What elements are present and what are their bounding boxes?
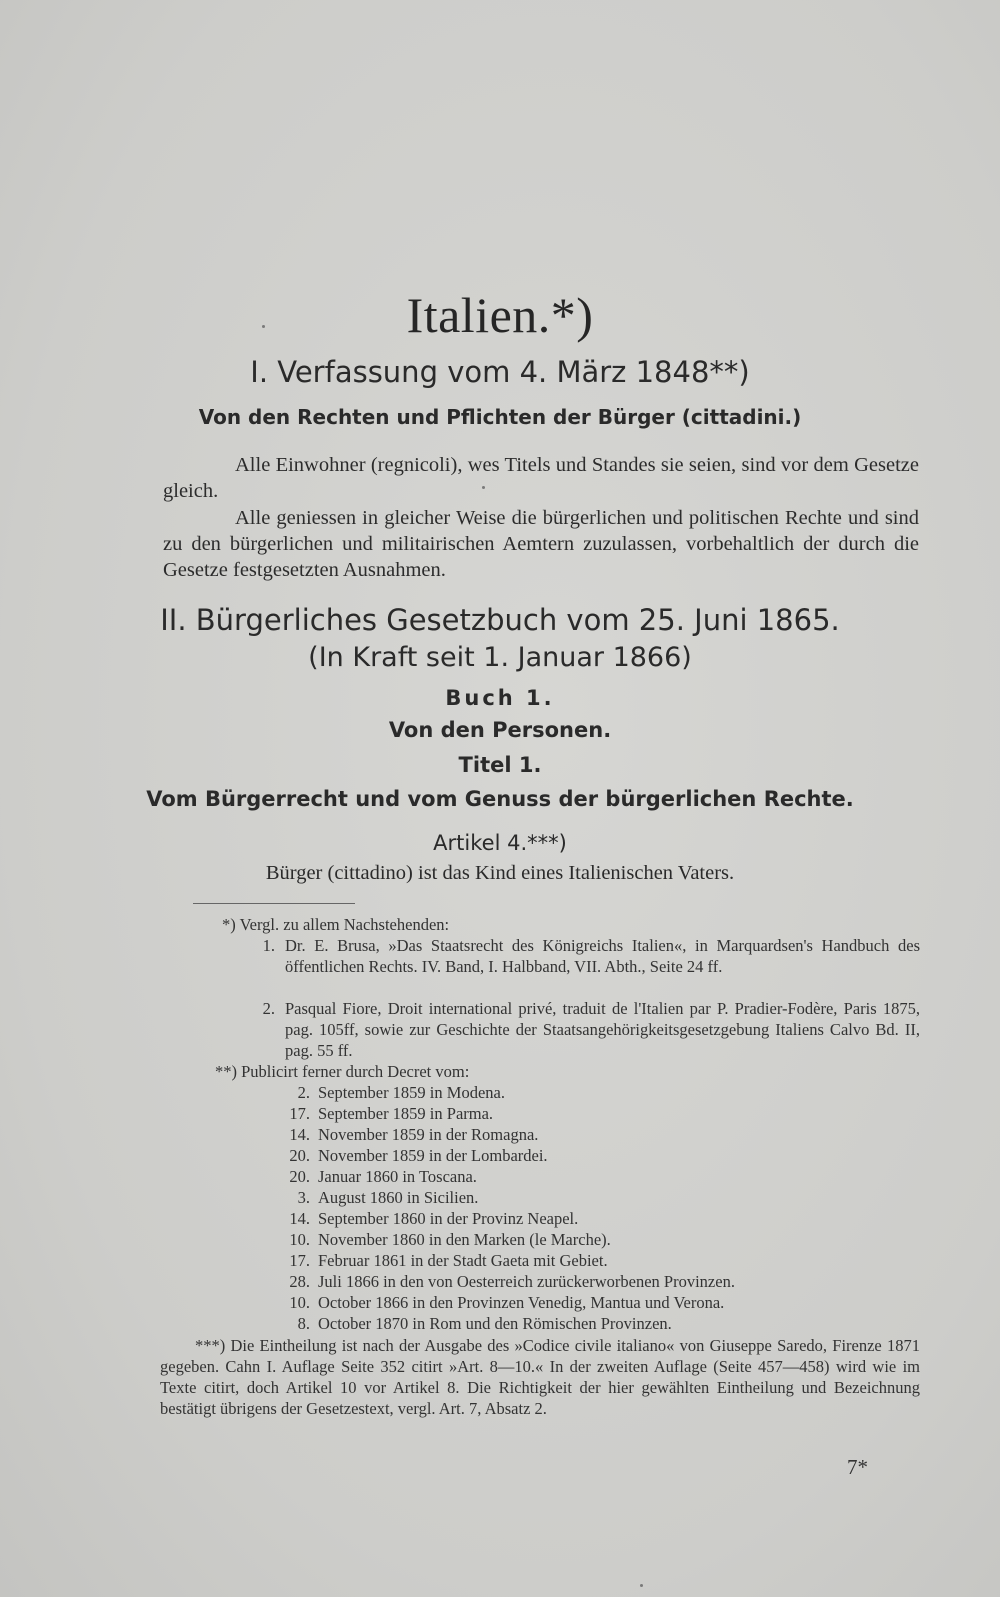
decree-day: 14. xyxy=(289,1125,310,1144)
decree-day: 10. xyxy=(289,1293,310,1312)
paragraph: Alle Einwohner (regnicoli), wes Titels und Standes sie seien, sind vor dem Gesetze gleich. xyxy=(163,454,919,502)
decree-day: 8. xyxy=(297,1314,310,1333)
book-title: Von den Personen. xyxy=(388,718,612,742)
book-heading: Buch 1. xyxy=(445,686,555,710)
page-title: Italien.*) xyxy=(406,287,594,343)
decree-text: Januar 1860 in Toscana. xyxy=(318,1167,477,1186)
section-subheading-rights: Von den Rechten und Pflichten der Bürger (cittadini.) xyxy=(198,405,802,429)
decree-date-line xyxy=(260,1313,672,1334)
footnote-item-text: Dr. E. Brusa, »Das Staatsrecht des Königreichs Italien«, in Marquardsen's Handbuch des öffentlichen Rechts. IV. Band, I. Halbband, VII. Abth., Seite 24 ff. xyxy=(285,936,920,976)
decree-date-line xyxy=(260,1103,493,1124)
decree-date-line xyxy=(260,1082,505,1103)
titel-heading: Titel 1. xyxy=(458,753,542,777)
decree-day: 10. xyxy=(289,1230,310,1249)
footnote-item-number: 1. xyxy=(262,936,275,955)
decree-day: 2. xyxy=(297,1083,310,1102)
decree-text: November 1859 in der Lombardei. xyxy=(318,1146,548,1165)
footnote-3: ***) Die Eintheilung ist nach der Ausgabe des »Codice civile italiano« von Giuseppe Saredo, Firenze 1871 gegeben. Cahn I. Auflage Seite 352 citirt »Art. 8—10.« In der zweiten Auflage (Seite 457—458) wird wie im Texte citirt, doch Artikel 10 vor Artikel 8. Die Richtigkeit der hier gewählten Eintheilung und Bezeichnung bestätigt übrigens der Gesetzestext, vergl. Art. 7, Absatz 2. xyxy=(160,1336,920,1418)
decree-date-line xyxy=(260,1166,477,1187)
decree-date-line xyxy=(260,1208,578,1229)
decree-text: October 1866 in den Provinzen Venedig, Mantua und Verona. xyxy=(318,1293,725,1312)
decree-day: 17. xyxy=(289,1104,310,1123)
decree-day: 28. xyxy=(289,1272,310,1291)
decree-text: November 1859 in der Romagna. xyxy=(318,1125,539,1144)
footnote-divider xyxy=(193,903,355,904)
page-number: 7* xyxy=(847,1455,868,1479)
decree-text: August 1860 in Sicilien. xyxy=(318,1188,479,1207)
article-heading: Artikel 4.***) xyxy=(433,831,567,855)
decree-date-line xyxy=(260,1229,611,1250)
footnote-1-item xyxy=(255,998,920,1061)
decree-date-line xyxy=(260,1271,735,1292)
decree-text: Februar 1861 in der Stadt Gaeta mit Gebiet. xyxy=(318,1251,608,1270)
decree-date-line xyxy=(260,1187,478,1208)
footnote-item-number: 2. xyxy=(262,999,275,1018)
section-heading-civil-code: II. Bürgerliches Gesetzbuch vom 25. Juni 1865. xyxy=(160,603,840,637)
scan-speck xyxy=(640,1584,643,1587)
decree-date-line xyxy=(260,1292,724,1313)
paragraph: Alle geniessen in gleicher Weise die bürgerlichen und politischen Rechte und sind zu den bürgerlichen und militairischen Aemtern zuzulassen, vorbehaltlich der durch die Gesetze festgesetzten Ausnahmen. xyxy=(163,507,919,581)
decree-text: November 1860 in den Marken (le Marche). xyxy=(318,1230,611,1249)
section-heading-constitution: I. Verfassung vom 4. März 1848**) xyxy=(250,355,750,389)
decree-text: September 1859 in Parma. xyxy=(318,1104,494,1123)
decree-text: September 1860 in der Provinz Neapel. xyxy=(318,1209,579,1228)
decree-date-line xyxy=(260,1145,548,1166)
decree-day: 14. xyxy=(289,1209,310,1228)
footnote-item-text: Pasqual Fiore, Droit international privé, traduit de l'Italien par P. Pradier-Fodère, Paris 1875, pag. 105ff, sowie zur Geschichte der Staatsangehörigkeitsgesetzgebung Italiens Calvo Bd. II, pag. 55 ff. xyxy=(285,999,920,1060)
footnote-1-intro: *) Vergl. zu allem Nachstehenden: xyxy=(222,915,450,934)
article-text: Bürger (cittadino) ist das Kind eines Italienischen Vaters. xyxy=(265,862,735,884)
decree-day: 17. xyxy=(289,1251,310,1270)
section-subheading-in-force: (In Kraft seit 1. Januar 1866) xyxy=(308,642,692,673)
footnote-2-intro: **) Publicirt ferner durch Decret vom: xyxy=(215,1062,470,1081)
decree-date-line xyxy=(260,1124,538,1145)
decree-text: September 1859 in Modena. xyxy=(318,1083,505,1102)
scan-speck xyxy=(262,325,265,328)
decree-text: October 1870 in Rom und den Römischen Provinzen. xyxy=(318,1314,672,1333)
scan-speck xyxy=(482,486,485,489)
decree-day: 3. xyxy=(297,1188,310,1207)
footnote-1-item xyxy=(255,935,920,977)
decree-day: 20. xyxy=(289,1146,310,1165)
decree-date-line xyxy=(260,1250,608,1271)
decree-day: 20. xyxy=(289,1167,310,1186)
titel-title: Vom Bürgerrecht und vom Genuss der bürgerlichen Rechte. xyxy=(146,787,854,811)
decree-text: Juli 1866 in den von Oesterreich zurückerworbenen Provinzen. xyxy=(318,1272,735,1291)
